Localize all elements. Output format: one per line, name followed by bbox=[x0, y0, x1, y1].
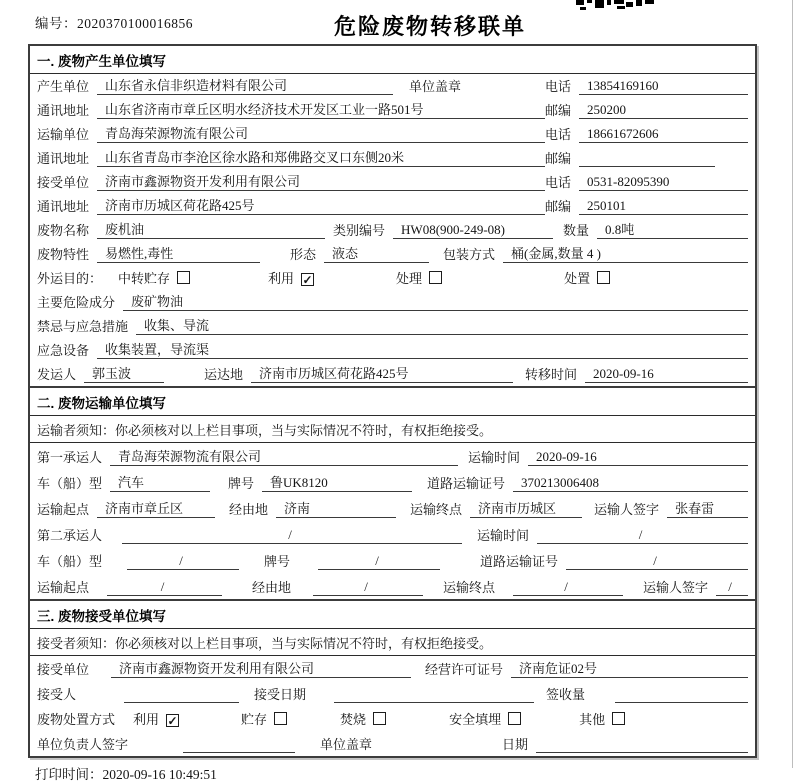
field-label: 接受人 bbox=[37, 687, 77, 702]
field-label: 通讯地址 bbox=[37, 103, 90, 118]
field-label: 接受单位 bbox=[37, 175, 90, 190]
serial-label: 编号： bbox=[35, 16, 77, 31]
field-label: 接受日期 bbox=[254, 687, 307, 702]
section-producer-header: 一. 废物产生单位填写 bbox=[30, 46, 755, 74]
field-label: 运输人签字 bbox=[594, 502, 660, 517]
carrier2-value: / bbox=[122, 526, 462, 544]
taboo-measures-value: 收集、导流 bbox=[136, 317, 748, 335]
field-label: 邮编 bbox=[545, 199, 572, 214]
waste-name-row bbox=[30, 218, 755, 242]
waste-name-value: 废机油 bbox=[97, 221, 325, 239]
checkbox-treat bbox=[429, 271, 442, 284]
receiver-row bbox=[30, 170, 755, 194]
field-label: 废物特性 bbox=[37, 247, 90, 262]
origin1-value: 济南市章丘区 bbox=[97, 500, 215, 518]
field-label: 第一承运人 bbox=[37, 450, 103, 465]
producer-row bbox=[30, 74, 755, 98]
transport-time2-value: / bbox=[537, 526, 748, 544]
shipper-value: 郭玉波 bbox=[84, 365, 164, 383]
receiving-person-row bbox=[30, 681, 755, 706]
emergency-equipment-value: 收集装置，导流渠 bbox=[97, 341, 748, 359]
origin2-value: / bbox=[107, 578, 222, 596]
field-label: 牌号 bbox=[264, 554, 291, 569]
field-label: 邮编 bbox=[545, 103, 572, 118]
qr-code-fragment bbox=[576, 0, 656, 11]
disposal-method-row bbox=[30, 706, 755, 731]
plate1-value: 鲁UK8120 bbox=[262, 474, 412, 492]
transporter-phone-value: 18661672606 bbox=[579, 125, 748, 143]
destination-value: 济南市历城区荷花路425号 bbox=[251, 365, 513, 383]
waste-character-row bbox=[30, 242, 755, 266]
field-label: 第二承运人 bbox=[37, 528, 103, 543]
plate2-value: / bbox=[318, 552, 440, 570]
transporter-zip-value bbox=[579, 166, 715, 167]
route2-row bbox=[30, 573, 755, 599]
receiver-phone-value: 0531-82095390 bbox=[579, 173, 748, 191]
field-label: 单位负责人签字 bbox=[37, 737, 129, 752]
checkbox-disposal-other bbox=[612, 712, 625, 725]
field-label: 废物名称 bbox=[37, 223, 90, 238]
field-label: 电话 bbox=[545, 79, 572, 94]
field-label: 应急设备 bbox=[37, 343, 90, 358]
disposal-option-storage: 贮存 bbox=[241, 711, 287, 728]
receiving-unit-value: 济南市鑫源物资开发利用有限公司 bbox=[111, 660, 411, 678]
field-label: 经由地 bbox=[229, 502, 269, 517]
print-time-value: 2020-09-16 10:49:51 bbox=[102, 767, 217, 782]
road-license1-value: 370213006408 bbox=[513, 474, 748, 492]
field-label: 废物处置方式 bbox=[37, 712, 116, 727]
receiving-person-value bbox=[124, 702, 239, 703]
section-receiver bbox=[30, 599, 755, 756]
via1-value: 济南 bbox=[276, 500, 396, 518]
field-label: 道路运输证号 bbox=[427, 476, 506, 491]
field-label: 外运目的： bbox=[37, 271, 103, 286]
transporter-sign2-value: / bbox=[716, 578, 748, 596]
producer-address-value: 山东省济南市章丘区明水经济技术开发区工业一路501号 bbox=[97, 101, 545, 119]
transfer-form-table bbox=[28, 44, 757, 758]
carrier2-row bbox=[30, 521, 755, 547]
print-time-label: 打印时间： bbox=[35, 767, 103, 782]
signed-amount-value bbox=[615, 702, 748, 703]
vehicle2-value: / bbox=[127, 552, 239, 570]
field-label: 运输时间 bbox=[468, 450, 521, 465]
field-label: 运输终点 bbox=[443, 580, 496, 595]
field-label: 电话 bbox=[545, 127, 572, 142]
field-label: 通讯地址 bbox=[37, 199, 90, 214]
purpose-option-dispose: 处置 bbox=[564, 270, 610, 287]
permit-number-value: 济南危证02号 bbox=[511, 660, 748, 678]
carrier1-row bbox=[30, 443, 755, 469]
waste-character-value: 易燃性,毒性 bbox=[97, 245, 260, 263]
serial-number-row bbox=[35, 12, 193, 32]
seal-label: 单位盖章 bbox=[320, 737, 373, 752]
disposal-option-utilize: 利用 ✓ bbox=[133, 712, 178, 728]
disposal-option-incinerate: 焚烧 bbox=[340, 711, 386, 728]
checkbox-dispose bbox=[597, 271, 610, 284]
field-label: 主要危险成分 bbox=[37, 295, 116, 310]
transporter-sign1-value: 张春雷 bbox=[667, 500, 748, 518]
disposal-option-other: 其他 bbox=[579, 711, 625, 728]
end1-value: 济南市历城区 bbox=[470, 500, 582, 518]
field-label: 运输人签字 bbox=[643, 580, 709, 595]
taboo-measures-row bbox=[30, 314, 755, 338]
transporter-value: 青岛海荣源物流有限公司 bbox=[97, 125, 545, 143]
field-label: 电话 bbox=[545, 175, 572, 190]
disposal-option-landfill: 安全填埋 bbox=[449, 711, 521, 728]
hazard-component-row bbox=[30, 290, 755, 314]
checkbox-disposal-incinerate bbox=[373, 712, 386, 725]
purpose-option-treat: 处理 bbox=[396, 270, 442, 287]
serial-number: 2020370100016856 bbox=[77, 16, 193, 31]
waste-form-value: 液态 bbox=[324, 245, 429, 263]
field-label: 运输起点 bbox=[37, 502, 90, 517]
field-label: 类别编号 bbox=[333, 223, 386, 238]
vehicle1-row bbox=[30, 469, 755, 495]
checkbox-disposal-landfill bbox=[508, 712, 521, 725]
via2-value: / bbox=[313, 578, 423, 596]
vehicle2-row bbox=[30, 547, 755, 573]
section-transport-header: 二. 废物运输单位填写 bbox=[30, 388, 755, 416]
field-label: 运达地 bbox=[204, 367, 244, 382]
form-header bbox=[0, 0, 796, 44]
receiver-address-row bbox=[30, 194, 755, 218]
field-label: 车（船）型 bbox=[37, 476, 103, 491]
field-label: 通讯地址 bbox=[37, 151, 90, 166]
field-label: 日期 bbox=[502, 737, 529, 752]
waste-code-value: HW08(900-249-08) bbox=[393, 221, 553, 239]
emergency-equipment-row bbox=[30, 338, 755, 362]
vehicle1-value: 汽车 bbox=[110, 474, 210, 492]
road-license2-value: / bbox=[566, 552, 748, 570]
hazard-component-value: 废矿物油 bbox=[123, 293, 748, 311]
purpose-option-transfer-storage: 中转贮存 bbox=[118, 270, 190, 287]
field-label: 禁忌与应急措施 bbox=[37, 319, 129, 334]
head-signature-row bbox=[30, 731, 755, 756]
field-label: 发运人 bbox=[37, 367, 77, 382]
field-label: 运输起点 bbox=[37, 580, 90, 595]
checkbox-transfer-storage bbox=[177, 271, 190, 284]
field-label: 数量 bbox=[563, 223, 590, 238]
route1-row bbox=[30, 495, 755, 521]
producer-phone-value: 13854169160 bbox=[579, 77, 748, 95]
receiver-address-value: 济南市历城区荷花路425号 bbox=[97, 197, 545, 215]
field-label: 车（船）型 bbox=[37, 554, 103, 569]
head-signature-value bbox=[183, 752, 295, 753]
checkbox-utilize: ✓ bbox=[302, 273, 313, 287]
page-edge-line bbox=[792, 0, 793, 768]
producer-zip-value: 250200 bbox=[579, 101, 748, 119]
transporter-address-row bbox=[30, 146, 755, 170]
field-label: 经由地 bbox=[252, 580, 292, 595]
field-label: 牌号 bbox=[228, 476, 255, 491]
receiving-unit-row bbox=[30, 656, 755, 681]
receive-date-value bbox=[536, 752, 748, 753]
section-receiver-header: 三. 废物接受单位填写 bbox=[30, 601, 755, 629]
waste-quantity-value: 0.8吨 bbox=[597, 221, 748, 239]
transfer-time-value: 2020-09-16 bbox=[585, 365, 748, 383]
shipper-row bbox=[30, 362, 755, 386]
checkbox-disposal-utilize: ✓ bbox=[167, 714, 178, 728]
field-label: 转移时间 bbox=[525, 367, 578, 382]
field-label: 形态 bbox=[290, 247, 317, 262]
purpose-option-utilize: 利用 ✓ bbox=[268, 271, 313, 287]
packing-value: 桶(金属,数量 4 ) bbox=[503, 245, 748, 263]
transporter-row bbox=[30, 122, 755, 146]
transport-time1-value: 2020-09-16 bbox=[528, 448, 748, 466]
producer-value: 山东省永信非织造材料有限公司 bbox=[97, 77, 393, 95]
carrier1-value: 青岛海荣源物流有限公司 bbox=[110, 448, 458, 466]
section-producer bbox=[30, 46, 755, 386]
field-label: 接受单位 bbox=[37, 662, 90, 677]
transporter-address-value: 山东省青岛市李沧区徐水路和郑佛路交叉口东侧20米 bbox=[97, 149, 545, 167]
field-label: 运输终点 bbox=[410, 502, 463, 517]
field-label: 包装方式 bbox=[443, 247, 496, 262]
field-label: 经营许可证号 bbox=[425, 662, 504, 677]
transport-notice: 运输者须知：你必须核对以上栏目事项，当与实际情况不符时，有权拒绝接受。 bbox=[30, 416, 755, 443]
receiver-value: 济南市鑫源物资开发利用有限公司 bbox=[97, 173, 545, 191]
print-time-row bbox=[0, 763, 796, 783]
field-label: 运输时间 bbox=[477, 528, 530, 543]
field-label: 邮编 bbox=[545, 151, 572, 166]
producer-address-row bbox=[30, 98, 755, 122]
field-label: 运输单位 bbox=[37, 127, 90, 142]
field-label: 道路运输证号 bbox=[480, 554, 559, 569]
seal-label: 单位盖章 bbox=[409, 79, 462, 94]
checkbox-disposal-storage bbox=[274, 712, 287, 725]
receiving-date-value bbox=[334, 702, 534, 703]
section-transport bbox=[30, 386, 755, 599]
purpose-row bbox=[30, 266, 755, 290]
receiver-notice: 接受者须知：你必须核对以上栏目事项，当与实际情况不符时，有权拒绝接受。 bbox=[30, 629, 755, 656]
end2-value: / bbox=[513, 578, 623, 596]
field-label: 签收量 bbox=[546, 687, 586, 702]
field-label: 产生单位 bbox=[37, 79, 90, 94]
form-title: 危险废物转移联单 bbox=[333, 14, 526, 39]
receiver-zip-value: 250101 bbox=[579, 197, 748, 215]
